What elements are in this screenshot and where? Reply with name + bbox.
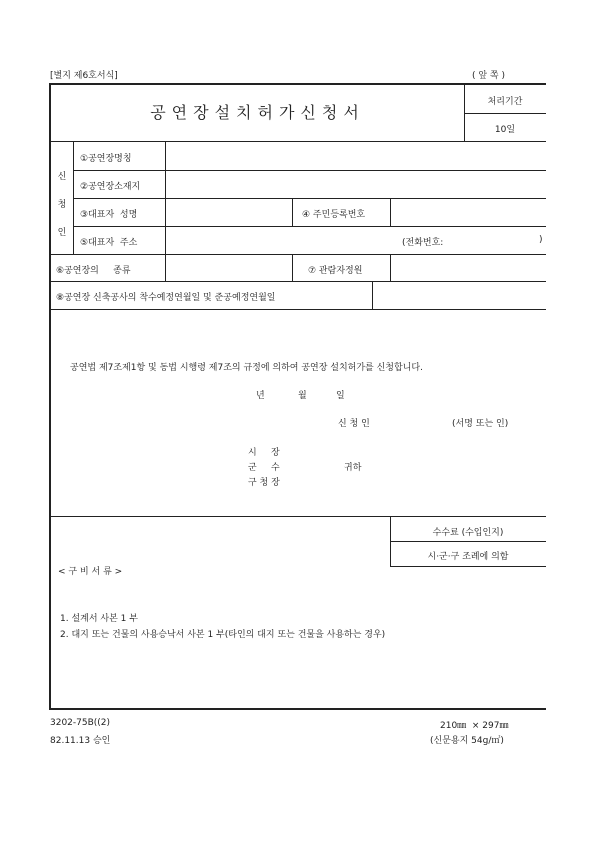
- paper-type: (신문용지 54g/㎡): [430, 736, 504, 746]
- recipient-county: 군 수: [248, 463, 280, 473]
- form-code: 3202-75B((2): [50, 718, 111, 728]
- applicant-label-char: 신: [57, 172, 67, 182]
- row-line: [390, 541, 546, 542]
- signature-label: 신 청 인: [338, 419, 370, 429]
- col-line: [372, 281, 373, 309]
- applicant-section-label: [51, 163, 73, 247]
- processing-divider: [464, 113, 546, 114]
- document-item-2: 2. 대지 또는 건물의 사용승낙서 사본 1 부(타인의 대지 또는 건물을 사용하는 경우): [60, 630, 386, 640]
- construction-dates-label: ⑧공연장 신축공사의 착수예정연월일 및 준공예정연월일: [56, 293, 276, 303]
- document-item-1: 1. 설계서 사본 1 부: [60, 614, 138, 624]
- date-year: 년: [256, 391, 265, 401]
- fee-value: 시·군·구 조례에 의함: [427, 552, 509, 562]
- row-line: [73, 198, 546, 199]
- recipient-honorific: 귀하: [344, 463, 362, 473]
- venue-type-label: ⑥공연장의 종류: [56, 266, 131, 276]
- approval-date: 82.11.13 승인: [50, 736, 111, 746]
- recipient-mayor: 시 장: [248, 448, 280, 458]
- row-line: [51, 309, 546, 310]
- form-number: [별지 제6호서식]: [50, 71, 118, 81]
- col-line: [292, 254, 293, 281]
- application-statement: 공연법 제7조제1항 및 동법 시행령 제7조의 규정에 의하여 공연장 설치허가를 신청합니다.: [70, 363, 423, 373]
- documents-heading: < 구 비 서 류 >: [58, 567, 123, 577]
- col-line: [390, 198, 391, 226]
- applicant-label-char: 청: [57, 200, 67, 210]
- row-line: [390, 566, 546, 567]
- date-month: 월: [298, 391, 307, 401]
- processing-period-label: 처리기간: [487, 97, 523, 107]
- page-side: ( 앞 쪽 ): [472, 71, 505, 81]
- processing-period-value: 10일: [494, 125, 516, 135]
- signature-note: (서명 또는 인): [452, 419, 509, 429]
- row-line: [73, 170, 546, 171]
- venue-name-label: ①공연장명칭: [80, 154, 132, 164]
- col-line: [390, 254, 391, 281]
- audience-capacity-label: ⑦ 관람자정원: [308, 266, 363, 276]
- venue-address-label: ②공연장소재지: [80, 182, 141, 192]
- col-line: [165, 254, 166, 281]
- resident-number-label: ④ 주민등록번호: [302, 210, 366, 220]
- form-title: 공연장설치허가신청서: [150, 103, 365, 122]
- phone-close: ): [539, 235, 543, 245]
- paper-size: 210㎜ × 297㎜: [440, 721, 509, 731]
- phone-label: (전화번호:: [402, 238, 444, 248]
- rep-name-label: ③대표자 성명: [80, 210, 138, 220]
- row-line: [51, 516, 546, 517]
- row-line: [51, 281, 546, 282]
- fee-label: 수수료 (수입인지): [432, 528, 504, 538]
- row-line: [73, 226, 546, 227]
- row-line: [51, 254, 546, 255]
- date-day: 일: [336, 391, 345, 401]
- row-line: [51, 141, 546, 142]
- col-line: [292, 198, 293, 226]
- rep-address-label: ⑤대표자 주소: [80, 238, 138, 248]
- recipient-district: 구 청 장: [248, 478, 280, 488]
- applicant-label-char: 인: [57, 228, 67, 238]
